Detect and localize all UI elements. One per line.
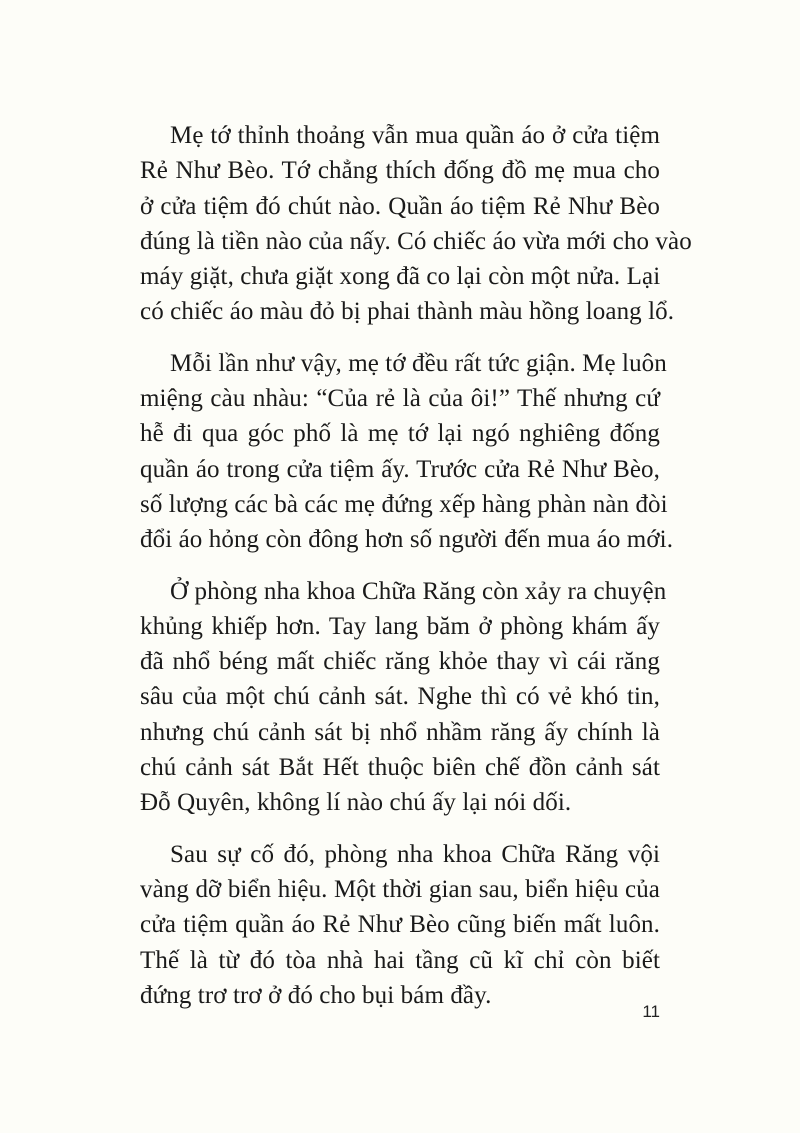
text-line: miệng càu nhàu: “Của rẻ là của ôi!” Thế nhưng cứ [140,385,660,413]
page-number: 11 [642,1002,660,1021]
text-line: đổi áo hỏng còn đông hơn số người đến mua áo mới. [140,526,674,554]
text-line: máy giặt, chưa giặt xong đã co lại còn một nửa. Lại [140,263,661,291]
text-line: đúng là tiền nào của nấy. Có chiếc áo vừa mới cho vào [140,227,692,255]
text-line: Ở phòng nha khoa Chữa Răng còn xảy ra chuyện [170,577,667,605]
paragraph-1 [140,118,692,330]
text-line: sâu của một chú cảnh sát. Nghe thì có vẻ khó tin, [140,683,660,711]
text-line: số lượng các bà các mẹ đứng xếp hàng phàn nàn đòi [140,490,668,518]
text-line: hễ đi qua góc phố là mẹ tớ lại ngó nghiêng đống [140,420,660,448]
text-line: khủng khiếp hơn. Tay lang băm ở phòng khám ấy [140,612,660,640]
text-line: Đỗ Quyên, không lí nào chú ấy lại nói dối. [140,789,572,817]
paragraph-2 [140,346,674,558]
text-line: Thế là từ đó tòa nhà hai tầng cũ kĩ chỉ còn biết [140,946,660,974]
text-line: Mỗi lần như vậy, mẹ tớ đều rất tức giận. Mẹ luôn [170,349,667,377]
text-line: nhưng chú cảnh sát bị nhổ nhầm răng ấy chính là [140,718,660,746]
text-line: Rẻ Như Bèo. Tớ chẳng thích đống đồ mẹ mua cho [140,157,660,185]
text-line: chú cảnh sát Bắt Hết thuộc biên chế đồn cảnh sát [140,754,660,782]
paragraph-4 [140,837,660,1013]
body-text [140,118,692,1029]
text-line: quần áo trong cửa tiệm ấy. Trước cửa Rẻ Như Bèo, [140,455,660,483]
text-line: cửa tiệm quần áo Rẻ Như Bèo cũng biến mất luôn. [140,911,660,939]
text-line: đứng trơ trơ ở đó cho bụi bám đầy. [140,981,492,1009]
text-line: có chiếc áo màu đỏ bị phai thành màu hồng loang lổ. [140,298,675,326]
text-line: đã nhổ béng mất chiếc răng khỏe thay vì cái răng [140,648,660,676]
text-line: Mẹ tớ thỉnh thoảng vẫn mua quần áo ở cửa tiệm [170,122,660,149]
paragraph-3 [140,574,667,821]
text-line: Sau sự cố đó, phòng nha khoa Chữa Răng vội [170,840,660,868]
text-line: vàng dỡ biển hiệu. Một thời gian sau, biển hiệu của [140,875,660,903]
text-line: ở cửa tiệm đó chút nào. Quần áo tiệm Rẻ Như Bèo [140,192,660,220]
